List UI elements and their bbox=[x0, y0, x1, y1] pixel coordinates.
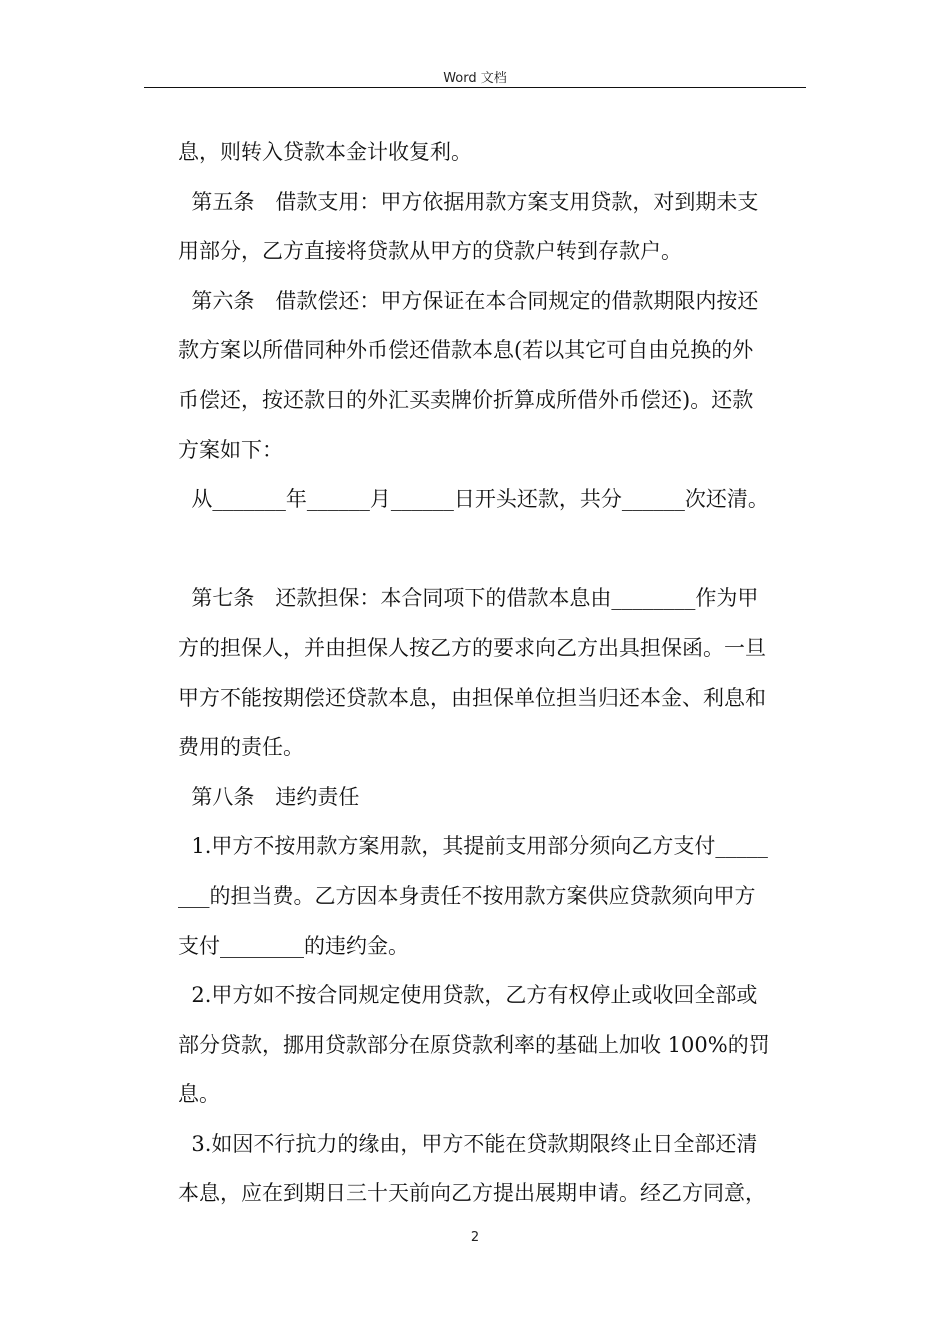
text-line: 币偿还，按还款日的外汇买卖牌价折算成所借外币偿还)。还款 bbox=[178, 387, 754, 412]
page-number: 2 bbox=[470, 1230, 480, 1245]
text-line: 款方案以所借同种外币偿还借款本息(若以其它可自由兑换的外 bbox=[178, 338, 754, 363]
text-line: 用部分，乙方直接将贷款从甲方的贷款户转到存款户。 bbox=[178, 239, 682, 264]
text-line: 3.如因不行抗力的缘由，甲方不能在贷款期限终止日全部还清 bbox=[178, 1131, 758, 1156]
text-line: 息。 bbox=[178, 1082, 220, 1107]
text-line: ___的担当费。乙方因本身责任不按用款方案供应贷款须向甲方 bbox=[178, 883, 756, 908]
text-line: 第六条 借款偿还：甲方保证在本合同规定的借款期限内按还 bbox=[178, 288, 759, 313]
text-line: 第七条 还款担保：本合同项下的借款本息由________作为甲 bbox=[178, 586, 759, 611]
header-divider bbox=[144, 87, 806, 88]
text-line: 息，则转入贷款本金计收复利。 bbox=[178, 140, 472, 164]
page-header-title: Word 文档 bbox=[443, 71, 507, 86]
text-line: 第五条 借款支用：甲方依据用款方案支用贷款，对到期未支 bbox=[178, 189, 759, 214]
text-line: 2.甲方如不按合同规定使用贷款，乙方有权停止或收回全部或 bbox=[178, 983, 758, 1008]
text-line: 方的担保人，并由担保人按乙方的要求向乙方出具担保函。一旦 bbox=[178, 635, 766, 660]
text-line: 方案如下： bbox=[178, 437, 283, 462]
document-body bbox=[178, 128, 808, 1219]
text-line: 部分贷款，挪用贷款部分在原贷款利率的基础上加收 100%的罚 bbox=[178, 1032, 770, 1057]
text-line: 支付________的违约金。 bbox=[178, 933, 409, 958]
text-line: 费用的责任。 bbox=[178, 735, 304, 760]
blank-line bbox=[178, 525, 808, 575]
text-line: 第八条 违约责任 bbox=[178, 784, 360, 809]
text-line: 1.甲方不按用款方案用款，其提前支用部分须向乙方支付_____ bbox=[178, 834, 768, 859]
text-line: 甲方不能按期偿还贷款本息，由担保单位担当归还本金、利息和 bbox=[178, 685, 766, 710]
text-line: 从_______年______月______日开头还款，共分______次还清。 bbox=[178, 487, 769, 512]
text-line: 本息，应在到期日三十天前向乙方提出展期申请。经乙方同意， bbox=[178, 1181, 766, 1206]
